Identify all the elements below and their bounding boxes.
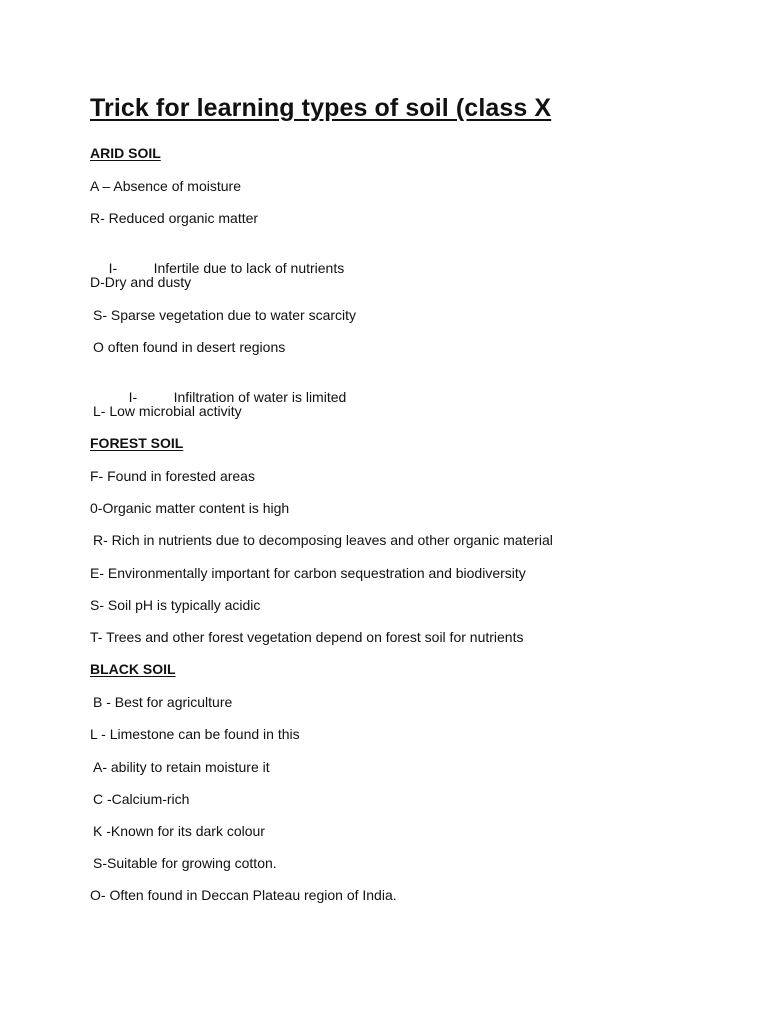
section-heading-forest-soil: FOREST SOIL (90, 435, 184, 451)
line-text: Infertile due to lack of nutrients (153, 260, 345, 276)
forest-line-e: E- Environmentally important for carbon sequestration and biodiversity (90, 565, 526, 581)
forest-line-s: S- Soil pH is typically acidic (90, 597, 261, 613)
section-heading-black-soil: BLACK SOIL (90, 661, 176, 677)
forest-line-o: 0-Organic matter content is high (90, 500, 290, 516)
arid-line-l: L- Low microbial activity (93, 403, 242, 419)
black-line-b: B - Best for agriculture (93, 694, 233, 710)
list-marker: I- (128, 389, 138, 405)
black-line-k: K -Known for its dark colour (93, 823, 265, 839)
arid-line-a: A – Absence of moisture (90, 178, 241, 194)
arid-line-s: S- Sparse vegetation due to water scarcity (93, 307, 357, 323)
black-line-s: S-Suitable for growing cotton. (93, 855, 277, 871)
arid-line-r: R- Reduced organic matter (90, 210, 259, 226)
list-marker: I- (108, 260, 118, 276)
black-line-o: O- Often found in Deccan Plateau region of India. (90, 887, 397, 903)
black-line-c: C -Calcium-rich (93, 791, 190, 807)
black-line-l: L - Limestone can be found in this (90, 726, 300, 742)
document-title: Trick for learning types of soil (class X (90, 94, 552, 122)
forest-line-f: F- Found in forested areas (90, 468, 255, 484)
arid-line-d: D-Dry and dusty (90, 274, 192, 290)
forest-line-t: T- Trees and other forest vegetation depend on forest soil for nutrients (90, 629, 524, 645)
arid-line-o: O often found in desert regions (93, 339, 286, 355)
line-text: Infiltration of water is limited (173, 389, 347, 405)
section-heading-arid-soil: ARID SOIL (90, 145, 161, 161)
forest-line-r: R- Rich in nutrients due to decomposing leaves and other organic material (93, 532, 553, 548)
black-line-a: A- ability to retain moisture it (93, 759, 270, 775)
